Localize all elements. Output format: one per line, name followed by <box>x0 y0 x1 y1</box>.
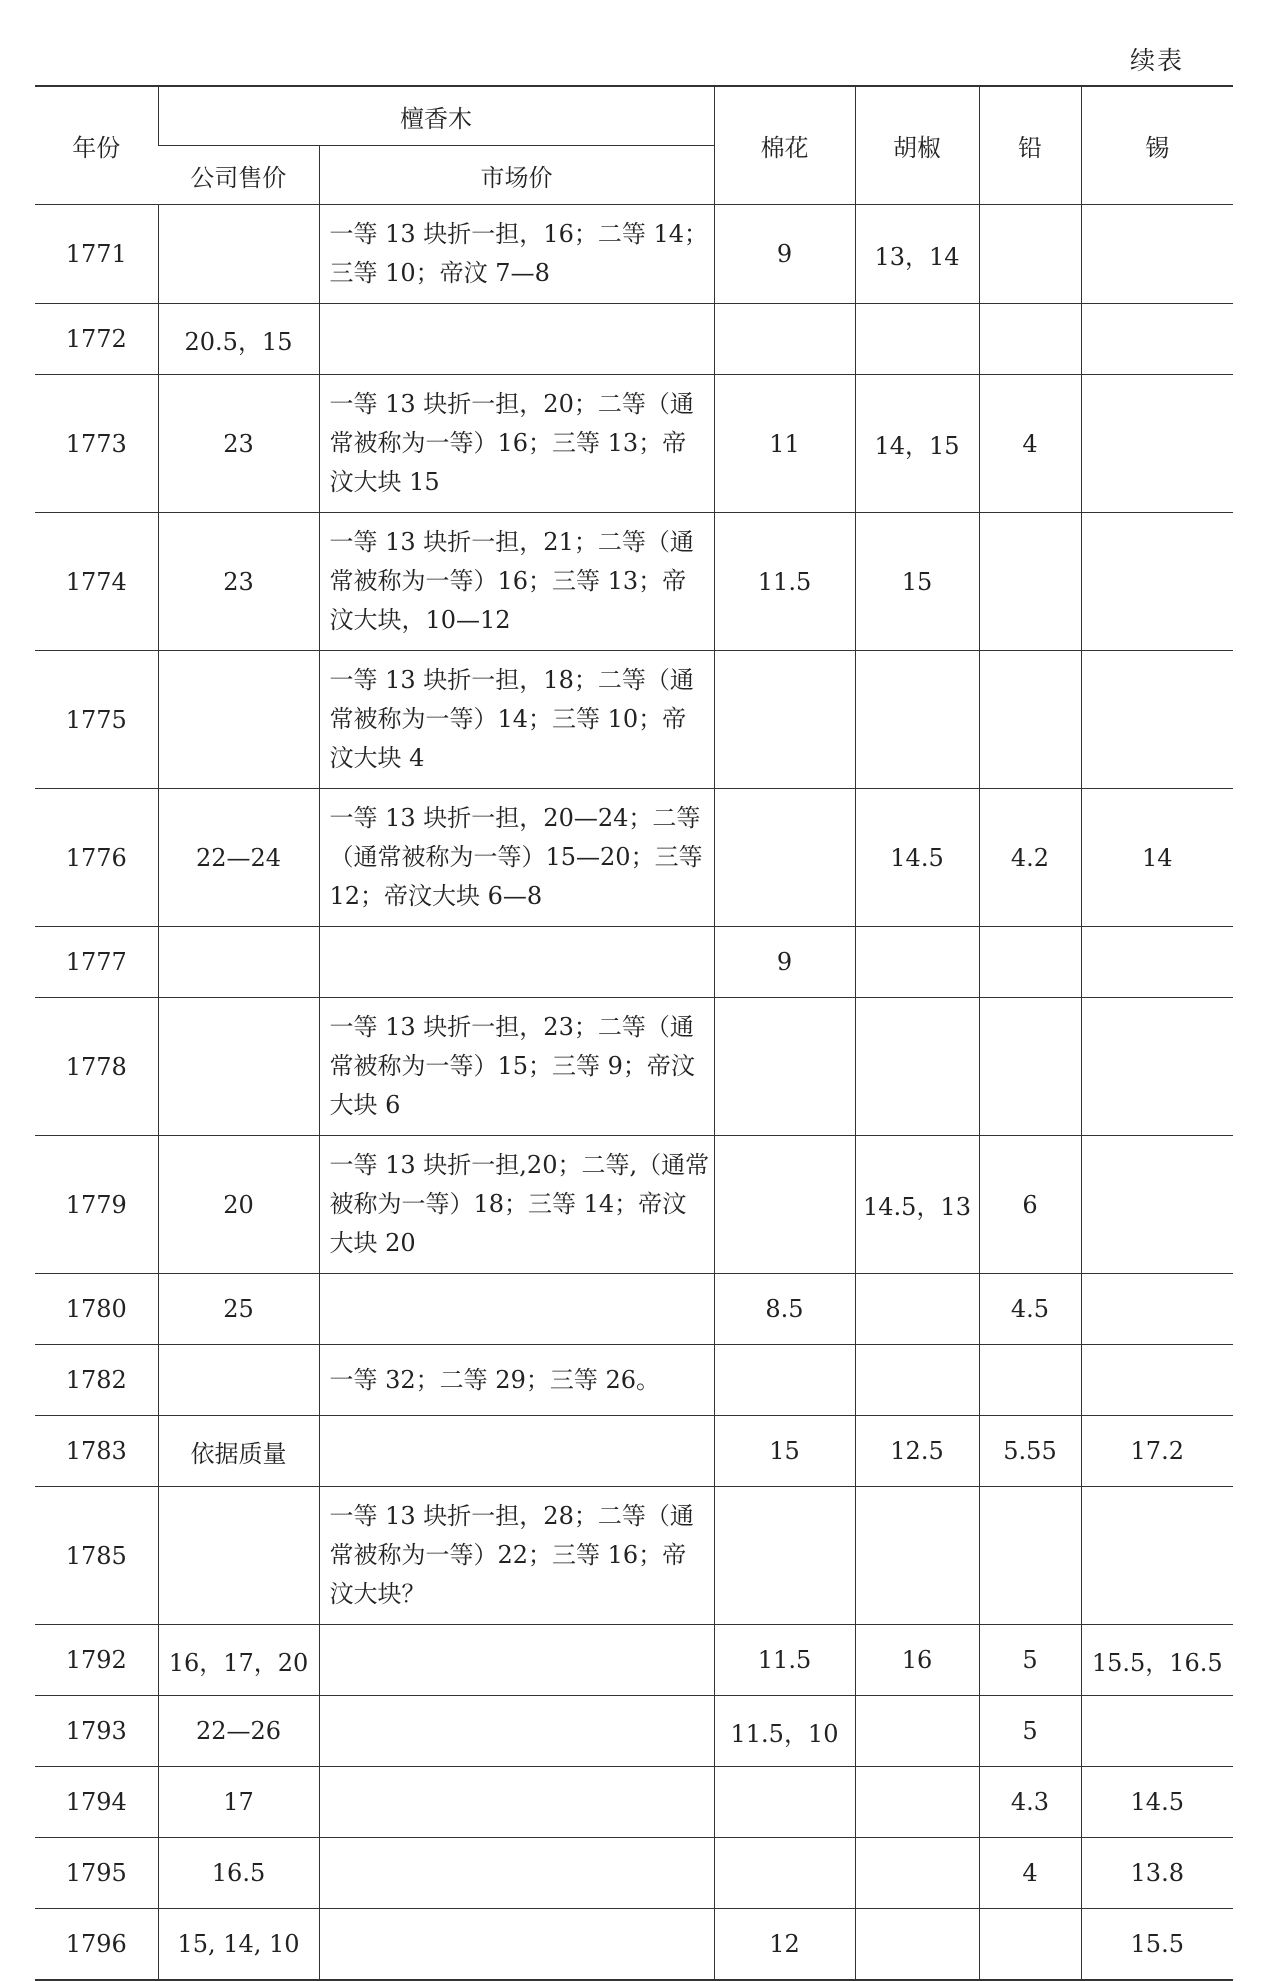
tin-cell <box>1081 1136 1233 1274</box>
company-price-cell: 16，17，20 <box>158 1625 319 1696</box>
lead-cell: 6 <box>979 1136 1081 1274</box>
company-price-cell: 22—24 <box>158 789 319 927</box>
tin-cell <box>1081 304 1233 375</box>
table-row <box>35 1487 1233 1625</box>
table-row <box>35 1767 1233 1838</box>
year-cell: 1771 <box>35 205 158 304</box>
lead-cell <box>979 304 1081 375</box>
market-price-cell: 一等 13 块折一担，23；二等（通常被称为一等）15；三等 9；帝汶大块 6 <box>319 998 714 1136</box>
cotton-cell: 9 <box>714 205 855 304</box>
pepper-cell <box>855 927 979 998</box>
year-cell: 1795 <box>35 1838 158 1909</box>
table-row <box>35 205 1233 304</box>
company-price-cell: 25 <box>158 1274 319 1345</box>
table-row <box>35 927 1233 998</box>
pepper-cell: 14，15 <box>855 375 979 513</box>
market-price-cell: 一等 13 块折一担，20—24；二等（通常被称为一等）15—20；三等 12；帝汶大块 6—8 <box>319 789 714 927</box>
tin-cell: 15.5，16.5 <box>1081 1625 1233 1696</box>
year-cell: 1793 <box>35 1696 158 1767</box>
tin-cell: 13.8 <box>1081 1838 1233 1909</box>
pepper-cell <box>855 1696 979 1767</box>
company-price-cell: 17 <box>158 1767 319 1838</box>
cotton-cell: 11 <box>714 375 855 513</box>
company-price-cell: 20 <box>158 1136 319 1274</box>
market-price-cell <box>319 1416 714 1487</box>
pepper-cell <box>855 998 979 1136</box>
pepper-cell <box>855 1909 979 1981</box>
company-price-cell <box>158 1487 319 1625</box>
cotton-cell: 15 <box>714 1416 855 1487</box>
cotton-cell: 12 <box>714 1909 855 1981</box>
market-price-cell <box>319 1274 714 1345</box>
market-price-cell: 一等 32；二等 29；三等 26。 <box>319 1345 714 1416</box>
lead-cell: 4.5 <box>979 1274 1081 1345</box>
table-header <box>35 86 1233 205</box>
tin-cell: 17.2 <box>1081 1416 1233 1487</box>
tin-cell <box>1081 998 1233 1136</box>
header-pepper: 胡椒 <box>855 86 979 205</box>
lead-cell: 5 <box>979 1696 1081 1767</box>
tin-cell <box>1081 651 1233 789</box>
table-row <box>35 1625 1233 1696</box>
lead-cell: 4.3 <box>979 1767 1081 1838</box>
table-row <box>35 513 1233 651</box>
year-cell: 1782 <box>35 1345 158 1416</box>
lead-cell <box>979 1345 1081 1416</box>
year-cell: 1794 <box>35 1767 158 1838</box>
company-price-cell: 22—26 <box>158 1696 319 1767</box>
pepper-cell: 14.5 <box>855 789 979 927</box>
lead-cell <box>979 651 1081 789</box>
year-cell: 1773 <box>35 375 158 513</box>
year-cell: 1774 <box>35 513 158 651</box>
tin-cell: 15.5 <box>1081 1909 1233 1981</box>
cotton-cell <box>714 1345 855 1416</box>
market-price-cell <box>319 1838 714 1909</box>
pepper-cell: 15 <box>855 513 979 651</box>
table-row <box>35 1696 1233 1767</box>
tin-cell: 14 <box>1081 789 1233 927</box>
table-row <box>35 1274 1233 1345</box>
table-row <box>35 1838 1233 1909</box>
company-price-cell: 23 <box>158 375 319 513</box>
header-cotton: 棉花 <box>714 86 855 205</box>
company-price-cell <box>158 205 319 304</box>
year-cell: 1785 <box>35 1487 158 1625</box>
lead-cell: 5.55 <box>979 1416 1081 1487</box>
pepper-cell <box>855 1838 979 1909</box>
company-price-cell <box>158 1345 319 1416</box>
lead-cell <box>979 1487 1081 1625</box>
tin-cell <box>1081 1487 1233 1625</box>
lead-cell <box>979 1909 1081 1981</box>
pepper-cell: 16 <box>855 1625 979 1696</box>
header-company-price: 公司售价 <box>158 146 319 205</box>
market-price-cell <box>319 1696 714 1767</box>
cotton-cell: 8.5 <box>714 1274 855 1345</box>
market-price-cell: 一等 13 块折一担，18；二等（通常被称为一等）14；三等 10；帝汶大块 4 <box>319 651 714 789</box>
pepper-cell <box>855 304 979 375</box>
table-row <box>35 1136 1233 1274</box>
tin-cell <box>1081 513 1233 651</box>
company-price-cell <box>158 651 319 789</box>
year-cell: 1775 <box>35 651 158 789</box>
lead-cell: 4 <box>979 1838 1081 1909</box>
lead-cell: 5 <box>979 1625 1081 1696</box>
year-cell: 1796 <box>35 1909 158 1981</box>
price-table <box>35 85 1233 1981</box>
company-price-cell <box>158 998 319 1136</box>
tin-cell <box>1081 1274 1233 1345</box>
cotton-cell <box>714 998 855 1136</box>
market-price-cell <box>319 1909 714 1981</box>
cotton-cell <box>714 1838 855 1909</box>
cotton-cell <box>714 651 855 789</box>
lead-cell: 4 <box>979 375 1081 513</box>
tin-cell: 14.5 <box>1081 1767 1233 1838</box>
tin-cell <box>1081 1345 1233 1416</box>
company-price-cell: 20.5，15 <box>158 304 319 375</box>
table-row <box>35 1909 1233 1981</box>
cotton-cell: 11.5 <box>714 513 855 651</box>
company-price-cell: 16.5 <box>158 1838 319 1909</box>
table-row <box>35 1345 1233 1416</box>
tin-cell <box>1081 927 1233 998</box>
cotton-cell <box>714 1136 855 1274</box>
lead-cell <box>979 927 1081 998</box>
header-year: 年份 <box>35 86 158 205</box>
lead-cell <box>979 205 1081 304</box>
pepper-cell <box>855 1487 979 1625</box>
market-price-cell: 一等 13 块折一担，28；二等（通常被称为一等）22；三等 16；帝汶大块？ <box>319 1487 714 1625</box>
table-row <box>35 304 1233 375</box>
table-row <box>35 1416 1233 1487</box>
company-price-cell: 23 <box>158 513 319 651</box>
pepper-cell <box>855 651 979 789</box>
market-price-cell <box>319 927 714 998</box>
pepper-cell <box>855 1274 979 1345</box>
year-cell: 1776 <box>35 789 158 927</box>
year-cell: 1778 <box>35 998 158 1136</box>
pepper-cell <box>855 1345 979 1416</box>
year-cell: 1792 <box>35 1625 158 1696</box>
header-sandalwood: 檀香木 <box>158 86 714 146</box>
market-price-cell: 一等 13 块折一担，16；二等 14；三等 10；帝汶 7—8 <box>319 205 714 304</box>
tin-cell <box>1081 1696 1233 1767</box>
cotton-cell <box>714 1487 855 1625</box>
pepper-cell <box>855 1767 979 1838</box>
cotton-cell <box>714 789 855 927</box>
market-price-cell <box>319 1767 714 1838</box>
market-price-cell <box>319 304 714 375</box>
cotton-cell: 9 <box>714 927 855 998</box>
table-body <box>35 205 1233 1981</box>
market-price-cell <box>319 1625 714 1696</box>
table-row <box>35 789 1233 927</box>
market-price-cell: 一等 13 块折一担,20；二等,（通常被称为一等）18；三等 14；帝汶大块 20 <box>319 1136 714 1274</box>
header-market-price: 市场价 <box>319 146 714 205</box>
company-price-cell: 15, 14, 10 <box>158 1909 319 1981</box>
market-price-cell: 一等 13 块折一担，21；二等（通常被称为一等）16；三等 13；帝汶大块，10—12 <box>319 513 714 651</box>
company-price-cell: 依据质量 <box>158 1416 319 1487</box>
cotton-cell <box>714 304 855 375</box>
table-row <box>35 375 1233 513</box>
year-cell: 1777 <box>35 927 158 998</box>
tin-cell <box>1081 205 1233 304</box>
company-price-cell <box>158 927 319 998</box>
header-tin: 锡 <box>1081 86 1233 205</box>
lead-cell <box>979 998 1081 1136</box>
table-row <box>35 998 1233 1136</box>
year-cell: 1779 <box>35 1136 158 1274</box>
pepper-cell: 12.5 <box>855 1416 979 1487</box>
lead-cell <box>979 513 1081 651</box>
pepper-cell: 13，14 <box>855 205 979 304</box>
lead-cell: 4.2 <box>979 789 1081 927</box>
continued-label: 续表 <box>1130 46 1185 75</box>
cotton-cell: 11.5，10 <box>714 1696 855 1767</box>
year-cell: 1780 <box>35 1274 158 1345</box>
market-price-cell: 一等 13 块折一担，20；二等（通常被称为一等）16；三等 13；帝汶大块 15 <box>319 375 714 513</box>
year-cell: 1772 <box>35 304 158 375</box>
year-cell: 1783 <box>35 1416 158 1487</box>
table-row <box>35 651 1233 789</box>
header-lead: 铅 <box>979 86 1081 205</box>
cotton-cell <box>714 1767 855 1838</box>
tin-cell <box>1081 375 1233 513</box>
cotton-cell: 11.5 <box>714 1625 855 1696</box>
pepper-cell: 14.5，13 <box>855 1136 979 1274</box>
